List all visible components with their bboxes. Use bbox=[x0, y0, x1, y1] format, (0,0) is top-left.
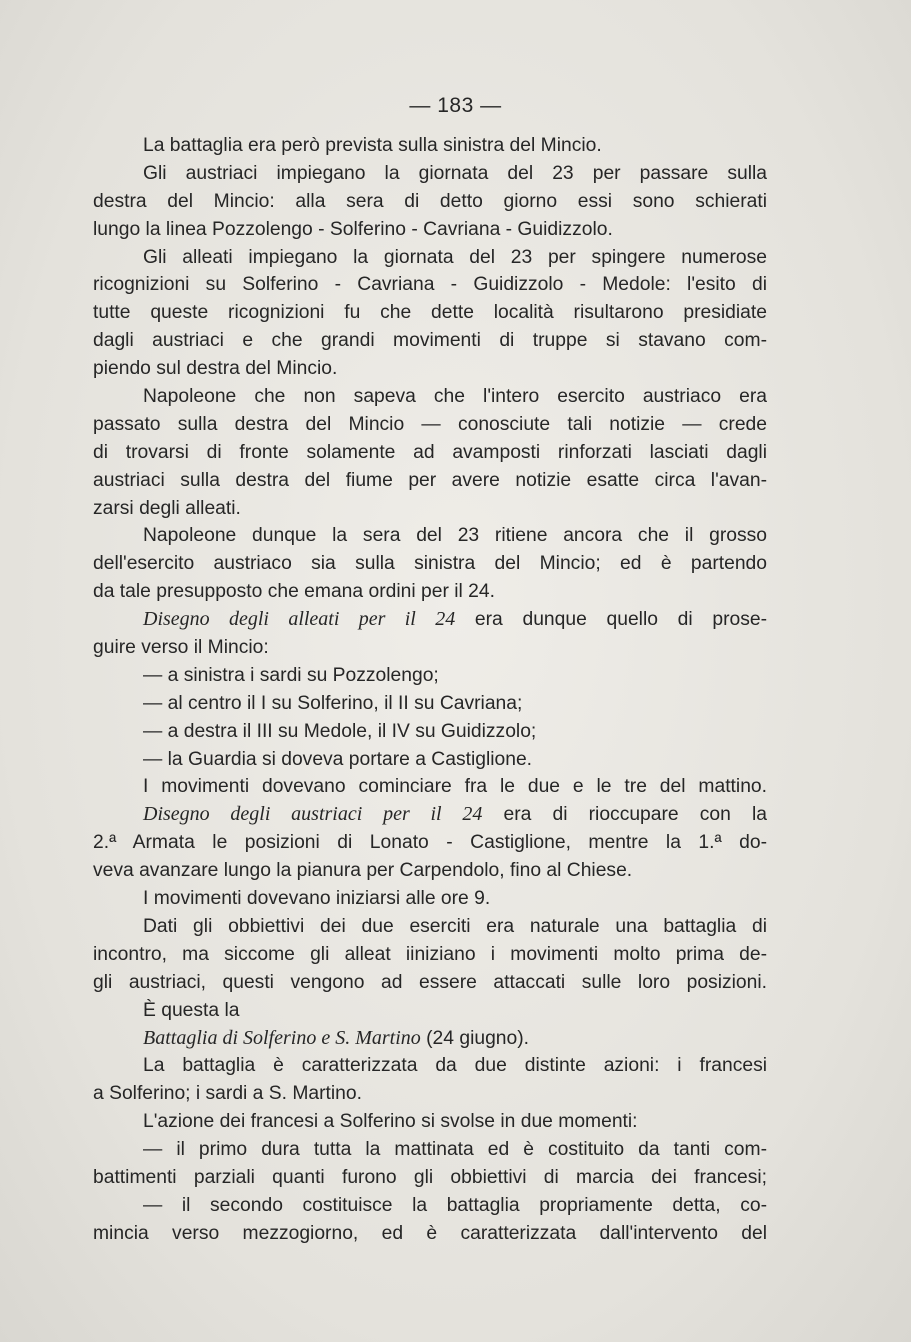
list-item: — il secondo costituisce la battaglia propriamente detta, co- bbox=[143, 1194, 767, 1216]
text-line: austriaci sulla destra del fiume per avere notizie esatte circa l'avan- bbox=[93, 469, 767, 491]
text-line-with-italic bbox=[93, 801, 767, 829]
text-line: battimenti parziali quanti furono gli obbiettivi di marcia dei francesi; bbox=[93, 1166, 767, 1188]
text-line: È questa la bbox=[143, 999, 240, 1021]
section-title-line bbox=[93, 1025, 767, 1053]
text-line: destra del Mincio: alla sera di detto giorno essi sono schierati bbox=[93, 190, 767, 212]
text-line: piendo sul destra del Mincio. bbox=[93, 358, 338, 380]
italic-heading: Disegno degli alleati per il 24 bbox=[143, 608, 456, 631]
text-line-with-italic bbox=[93, 606, 767, 634]
battle-title: Battaglia di Solferino e S. Martino bbox=[143, 1026, 421, 1049]
text-line: Gli alleati impiegano la giornata del 23 per spingere numerose bbox=[143, 246, 767, 268]
text-line: veva avanzare lungo la pianura per Carpendolo, fino al Chiese. bbox=[93, 860, 633, 882]
text-line: tutte queste ricognizioni fu che dette località risultarono presidiate bbox=[93, 302, 767, 324]
text-line: di trovarsi di fronte solamente ad avamposti rinforzati lasciati dagli bbox=[93, 441, 767, 463]
text-line: L'azione dei francesi a Solferino si svolse in due momenti: bbox=[143, 1111, 638, 1133]
text-line: ricognizioni su Solferino - Cavriana - Guidizzolo - Medole: l'esito di bbox=[93, 274, 767, 296]
text-run: (24 giugno). bbox=[426, 1027, 530, 1049]
list-item: — il primo dura tutta la mattinata ed è costituito da tanti com- bbox=[143, 1139, 767, 1161]
page-number: — 183 — bbox=[409, 94, 502, 117]
text-line: dagli austriaci e che grandi movimenti di truppe si stavano com- bbox=[93, 330, 767, 352]
italic-heading: Disegno degli austriaci per il 24 bbox=[143, 803, 483, 826]
text-line: La battaglia è caratterizzata da due distinte azioni: i francesi bbox=[143, 1055, 767, 1077]
text-line: lungo la linea Pozzolengo - Solferino - Cavriana - Guidizzolo. bbox=[93, 218, 613, 240]
text-line: gli austriaci, questi vengono ad essere attaccati sulle loro posizioni. bbox=[93, 971, 767, 993]
text-line: Napoleone dunque la sera del 23 ritiene ancora che il grosso bbox=[143, 525, 767, 547]
text-line: Napoleone che non sapeva che l'intero esercito austriaco era bbox=[143, 386, 767, 408]
text-line: I movimenti dovevano cominciare fra le due e le tre del mattino. bbox=[143, 776, 767, 798]
list-item: — a sinistra i sardi su Pozzolengo; bbox=[143, 664, 439, 686]
text-line: a Solferino; i sardi a S. Martino. bbox=[93, 1083, 362, 1105]
text-line: incontro, ma siccome gli alleat iiniziano i movimenti molto prima de- bbox=[93, 943, 767, 965]
text-run: era di rioccupare con la bbox=[503, 804, 767, 826]
list-item: — a destra il III su Medole, il IV su Guidizzolo; bbox=[143, 720, 537, 742]
text-line: zarsi degli alleati. bbox=[93, 497, 241, 519]
text-line: I movimenti dovevano iniziarsi alle ore 9. bbox=[143, 888, 491, 910]
list-item: — al centro il I su Solferino, il II su Cavriana; bbox=[143, 692, 523, 714]
list-item: — la Guardia si doveva portare a Castiglione. bbox=[143, 748, 533, 770]
text-line: Gli austriaci impiegano la giornata del 23 per passare sulla bbox=[143, 162, 767, 184]
text-line: La battaglia era però prevista sulla sinistra del Mincio. bbox=[143, 135, 602, 156]
text-line: passato sulla destra del Mincio — conosciute tali notizie — crede bbox=[93, 413, 767, 435]
text-run: era dunque quello di prose- bbox=[474, 609, 767, 631]
body-text bbox=[93, 132, 767, 1248]
text-line: Dati gli obbiettivi dei due eserciti era naturale una battaglia di bbox=[143, 915, 767, 937]
text-line: mincia verso mezzogiorno, ed è caratterizzata dall'intervento del bbox=[93, 1222, 767, 1244]
text-line: guire verso il Mincio: bbox=[93, 637, 269, 659]
text-line: 2.ª Armata le posizioni di Lonato - Castiglione, mentre la 1.ª do- bbox=[93, 832, 767, 854]
text-line: da tale presupposto che emana ordini per il 24. bbox=[93, 581, 495, 603]
text-line: dell'esercito austriaco sia sulla sinistra del Mincio; ed è partendo bbox=[93, 553, 767, 575]
